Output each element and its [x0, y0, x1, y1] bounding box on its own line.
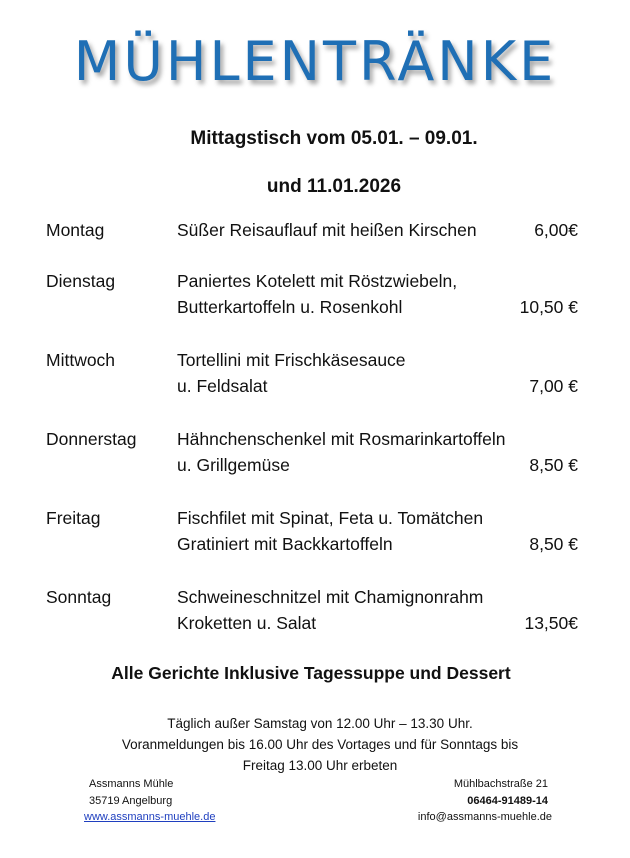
price: 8,50 €: [529, 534, 578, 554]
dish-line: Butterkartoffeln u. Rosenkohl: [177, 297, 403, 317]
day-label: Freitag: [46, 508, 101, 528]
price: 13,50€: [524, 613, 578, 633]
inclusive-note: Alle Gerichte Inklusive Tagessuppe und Dessert: [111, 663, 511, 683]
day-label: Sonntag: [46, 587, 112, 607]
day-label: Mittwoch: [46, 350, 116, 370]
day-label: Montag: [46, 220, 105, 240]
dish-line: Fischfilet mit Spinat, Feta u. Tomätchen: [177, 508, 484, 528]
dish-line: u. Grillgemüse: [177, 455, 290, 475]
footer-email[interactable]: info@assmanns-muehle.de: [417, 811, 552, 823]
restaurant-logo: MÜHLENTRÄNKE: [73, 30, 557, 93]
reservation-note: Voranmeldungen bis 16.00 Uhr des Vortages und für Sonntags bis: [121, 737, 519, 752]
price: 10,50 €: [519, 297, 578, 317]
price: 8,50 €: [529, 455, 578, 475]
dish-line: Kroketten u. Salat: [177, 613, 317, 633]
footer-city: 35719 Angelburg: [89, 795, 173, 807]
dish-line: Tortellini mit Frischkäsesauce: [177, 350, 406, 370]
price: 6,00€: [534, 220, 578, 240]
reservation-note-cont: Freitag 13.00 Uhr erbeten: [242, 758, 398, 773]
day-label: Donnerstag: [46, 429, 137, 449]
dish-line: Gratiniert mit Backkartoffeln: [177, 534, 393, 554]
dish-line: Hähnchenschenkel mit Rosmarinkartoffeln: [177, 429, 506, 449]
opening-hours: Täglich außer Samstag von 12.00 Uhr – 13.30 Uhr.: [167, 716, 473, 731]
dish-line: Schweineschnitzel mit Chamignonrahm: [177, 587, 484, 607]
footer-phone: 06464-91489-14: [467, 795, 548, 807]
footer-name: Assmanns Mühle: [89, 778, 174, 790]
menu-title: Mittagstisch vom 05.01. – 09.01.: [190, 128, 478, 149]
website-link[interactable]: www.assmanns-muehle.de: [84, 811, 216, 823]
price: 7,00 €: [529, 376, 578, 396]
footer-street: Mühlbachstraße 21: [453, 778, 548, 790]
day-label: Dienstag: [46, 271, 116, 291]
dish-line: u. Feldsalat: [177, 376, 268, 396]
dish-line: Süßer Reisauflauf mit heißen Kirschen: [177, 220, 477, 240]
dish-line: Paniertes Kotelett mit Röstzwiebeln,: [177, 271, 458, 291]
menu-title-date: und 11.01.2026: [266, 176, 402, 197]
